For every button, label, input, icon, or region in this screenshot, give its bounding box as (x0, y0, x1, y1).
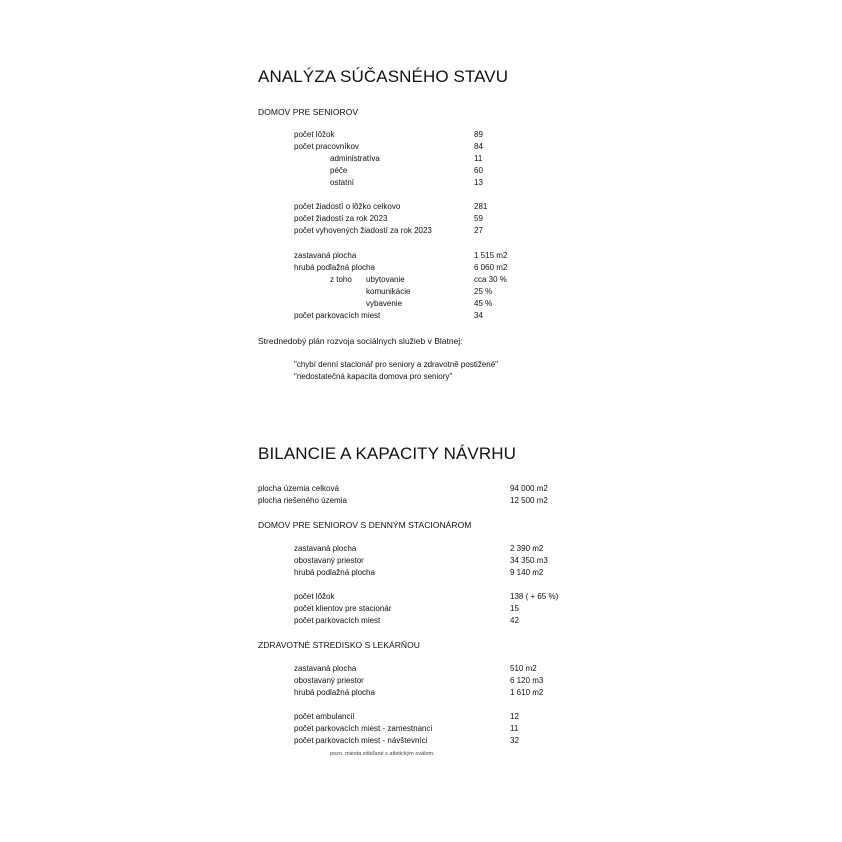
row-label: počet parkovacích miest - zamestnanci (294, 724, 433, 733)
row-label: počet parkovacích miest - návštevníci (294, 736, 428, 745)
row-label: ostatní (330, 178, 355, 187)
row-label-2: ubytovanie (366, 275, 405, 284)
row-value: 281 (474, 202, 488, 211)
row-label: počet vyhovených žiadostí za rok 2023 (294, 226, 432, 235)
row-label: hrubá podlažná plocha (294, 568, 375, 577)
row-value: 1 515 m2 (474, 251, 508, 260)
row-label: administratíva (330, 154, 380, 163)
row-value: 84 (474, 142, 483, 151)
row-label: obostavaný priestor (294, 676, 364, 685)
row-value: 42 (510, 616, 519, 625)
row-label: počet parkovacích miest (294, 311, 381, 320)
row-label: počet klientov pre stacionár (294, 604, 392, 613)
row-label: zastavaná plocha (294, 251, 357, 260)
row-value: 89 (474, 130, 483, 139)
home-title: DOMOV PRE SENIOROV S DENNÝM STACIONÁROM (258, 520, 472, 530)
row-value: 13 (474, 178, 483, 187)
row-value: 6 120 m3 (510, 676, 544, 685)
row-value: 1 610 m2 (510, 688, 544, 697)
row-label: hrubá podlažná plocha (294, 263, 375, 272)
row-value: cca 30 % (474, 275, 507, 284)
row-label: počet žiadostí o lôžko celkovo (294, 202, 401, 211)
row-value: 59 (474, 214, 483, 223)
row-value: 2 390 m2 (510, 544, 544, 553)
area-label: plocha riešeného územia (258, 496, 347, 505)
row-label: počet ambulancií (294, 712, 355, 721)
row-label: hrubá podlažná plocha (294, 688, 375, 697)
row-label: počet lôžok (294, 130, 335, 139)
area-label: plocha územia celková (258, 484, 339, 493)
plan-title: Strednedobý plán rozvoja sociálnych služieb v Blatnej: (258, 336, 463, 346)
row-value: 15 (510, 604, 519, 613)
quote: "nedostatečná kapacita domova pro seniory" (294, 372, 453, 381)
row-value: 6 060 m2 (474, 263, 508, 272)
analysis-title: ANALÝZA SÚČASNÉHO STAVU (258, 67, 509, 86)
row-label: komunikácie (366, 287, 411, 296)
row-value: 11 (510, 724, 519, 733)
row-label: obostavaný priestor (294, 556, 364, 565)
row-label: vybavenie (366, 299, 403, 308)
row-label: zastavaná plocha (294, 544, 357, 553)
row-value: 11 (474, 154, 483, 163)
row-label: péče (330, 166, 348, 175)
row-label: počet pracovníkov (294, 142, 359, 151)
health-title: ZDRAVOTNÉ STREDISKO S LEKÁRŇOU (258, 640, 420, 650)
footnote: pozn. miesta zdieľané s atletickým oválom. (330, 751, 435, 757)
row-label: z toho (330, 275, 352, 284)
quote: "chybí denní stacionář pro seniory a zdravotně postižené" (294, 360, 499, 369)
row-label: zastavaná plocha (294, 664, 357, 673)
analysis-subtitle: DOMOV PRE SENIOROV (258, 107, 359, 117)
row-value: 34 (474, 311, 483, 320)
row-value: 12 (510, 712, 519, 721)
row-value: 45 % (474, 299, 493, 308)
area-value: 94 000 m2 (510, 484, 548, 493)
row-value: 138 ( + 65 %) (510, 592, 559, 601)
row-value: 25 % (474, 287, 493, 296)
balance-title: BILANCIE A KAPACITY NÁVRHU (258, 444, 516, 463)
row-value: 27 (474, 226, 483, 235)
row-label: počet lôžok (294, 592, 335, 601)
row-value: 60 (474, 166, 483, 175)
row-value: 32 (510, 736, 519, 745)
row-label: počet parkovacích miest (294, 616, 381, 625)
row-label: počet žiadostí za rok 2023 (294, 214, 388, 223)
row-value: 9 140 m2 (510, 568, 544, 577)
area-value: 12 500 m2 (510, 496, 548, 505)
row-value: 34 350 m3 (510, 556, 548, 565)
row-value: 510 m2 (510, 664, 537, 673)
